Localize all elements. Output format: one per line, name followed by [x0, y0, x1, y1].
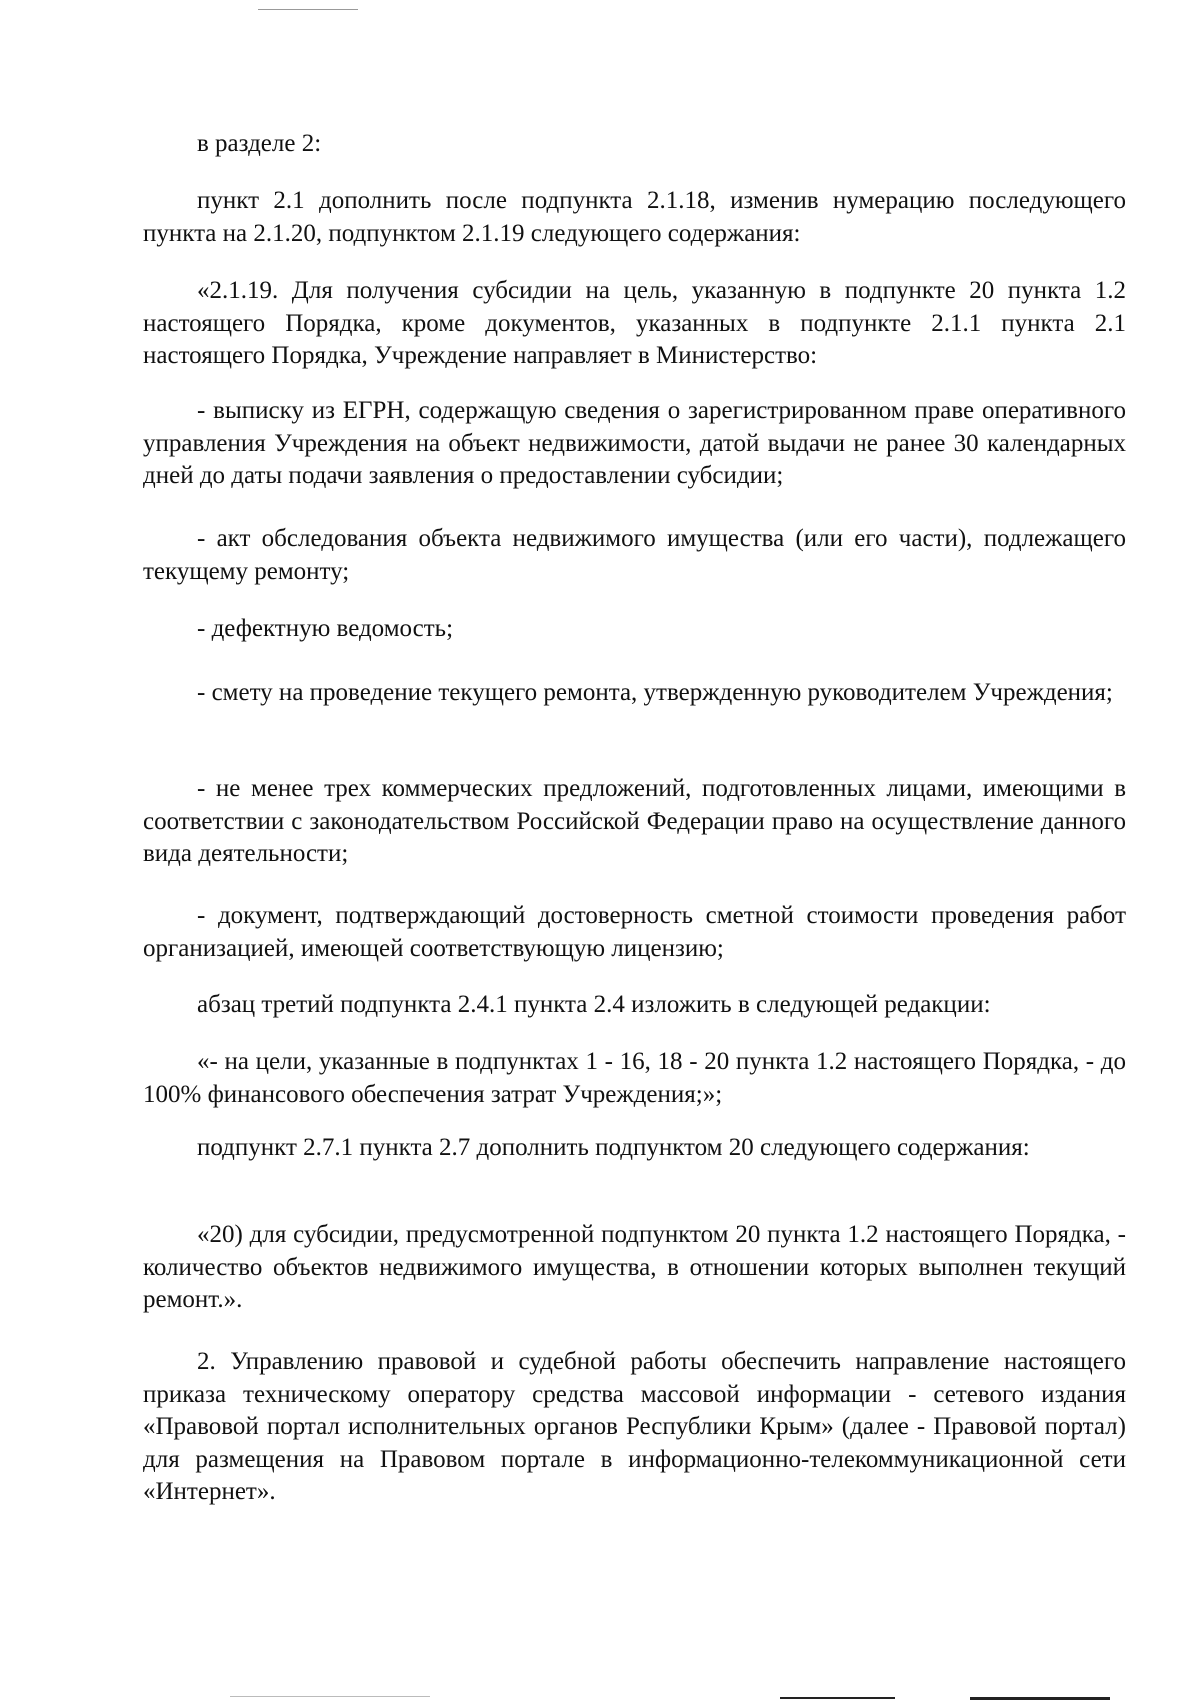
paragraph-commercial-offers: - не менее трех коммерческих предложений, подготовленных лицами, имеющими в соответствии с законодательством Российской Федерации право на осуществление данного вида деятельности;	[143, 775, 1126, 867]
paragraph-section-2: в разделе 2:	[197, 130, 322, 157]
scan-artifact-bottom-right	[970, 1697, 1110, 1700]
paragraph-cost-verification: - документ, подтверждающий достоверность сметной стоимости проведения работ организацией, имеющей соответствующую лицензию;	[143, 902, 1126, 962]
paragraph-estimate: - смету на проведение текущего ремонта, утвержденную руководителем Учреждения;	[197, 679, 1113, 706]
paragraph-item-2-1: пункт 2.1 дополнить после подпункта 2.1.18, изменив нумерацию последующего пункта на 2.1.20, подпунктом 2.1.19 следующего содержания:	[143, 187, 1126, 247]
paragraph-egrn-extract: - выписку из ЕГРН, содержащую сведения о зарегистрированном праве оперативного управления Учреждения на объект недвижимости, датой выдачи не ранее 30 календарных дней до даты подачи заявления о предоставлении субсидии;	[143, 397, 1126, 489]
paragraph-2-4-1: абзац третий подпункта 2.4.1 пункта 2.4 изложить в следующей редакции:	[197, 991, 991, 1018]
paragraph-item-20: «20) для субсидии, предусмотренной подпунктом 20 пункта 1.2 настоящего Порядка, - количество объектов недвижимого имущества, в отношении которых выполнен текущий ремонт.».	[143, 1221, 1126, 1313]
paragraph-inspection-act: - акт обследования объекта недвижимого имущества (или его части), подлежащего текущему ремонту;	[143, 525, 1126, 585]
paragraph-2-1-19: «2.1.19. Для получения субсидии на цель, указанную в подпункте 20 пункта 1.2 настоящего Порядка, кроме документов, указанных в подпункте 2.1.1 пункта 2.1 настоящего Порядка, Учреждение направляет в Министерство:	[143, 277, 1126, 369]
paragraph-defect-statement: - дефектную ведомость;	[197, 615, 454, 642]
paragraph-2-7-1: подпункт 2.7.1 пункта 2.7 дополнить подпунктом 20 следующего содержания:	[197, 1134, 1030, 1161]
paragraph-legal-department: 2. Управлению правовой и судебной работы обеспечить направление настоящего приказа техническому оператору средства массовой информации - сетевого издания «Правовой портал исполнительных органов Республики Крым» (далее - Правовой портал) для размещения на Правовом портале в информационно-телекоммуникационной сети «Интернет».	[143, 1348, 1126, 1505]
paragraph-targets: «- на цели, указанные в подпунктах 1 - 16, 18 - 20 пункта 1.2 настоящего Порядка, - до 100% финансового обеспечения затрат Учреждения;»;	[143, 1048, 1126, 1108]
scan-artifact-bottom-left	[230, 1696, 430, 1697]
scan-artifact-top	[258, 9, 358, 10]
scan-artifact-bottom-mid	[780, 1697, 895, 1699]
